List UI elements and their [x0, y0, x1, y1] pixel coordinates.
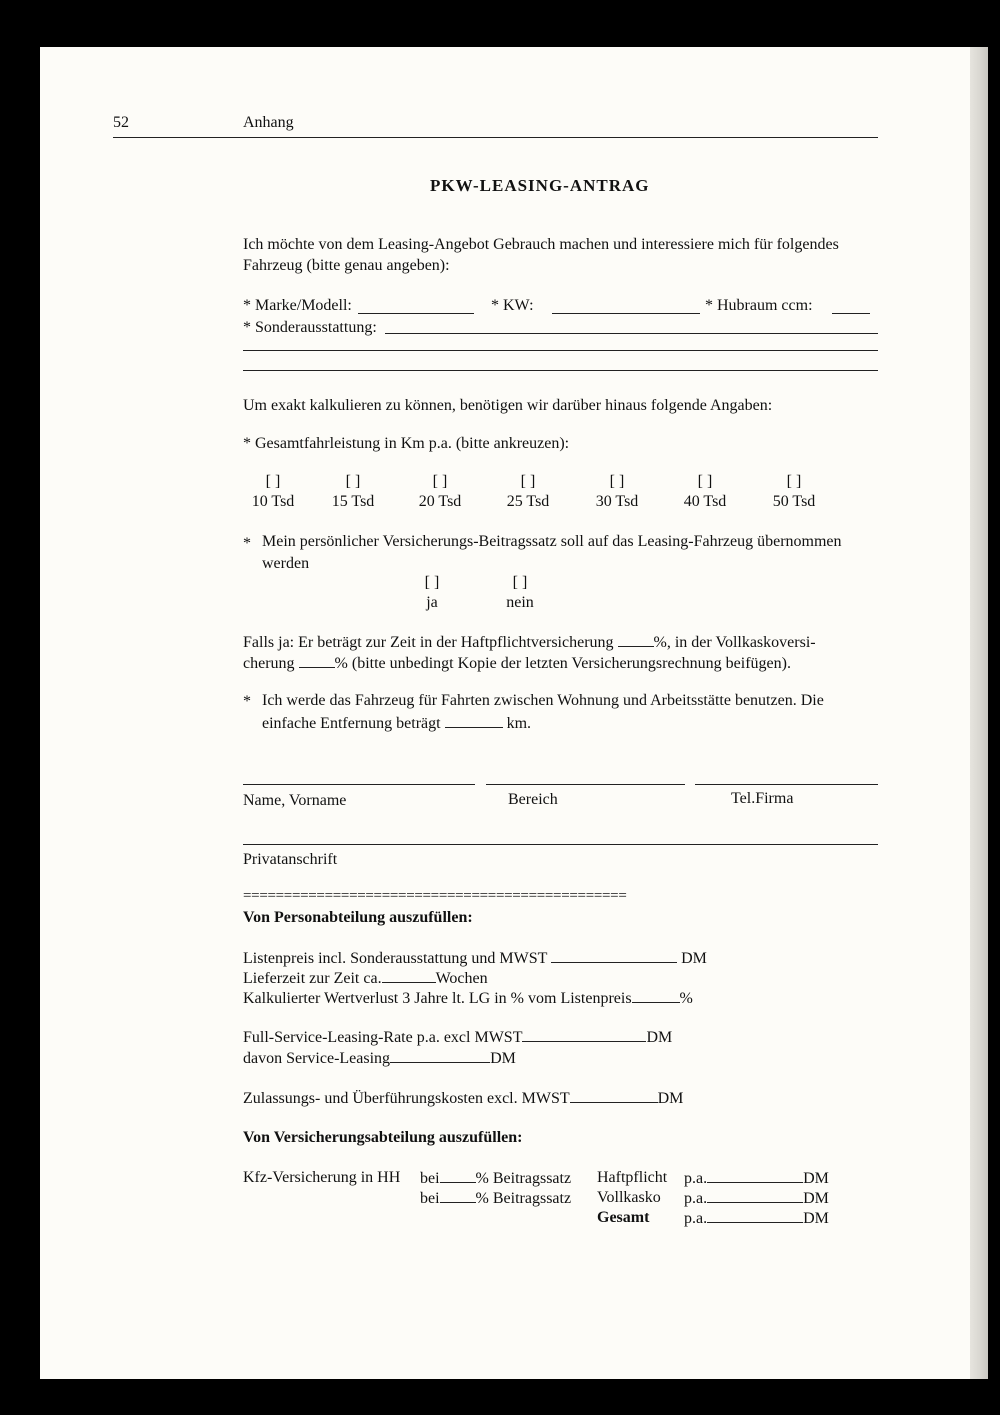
- versicherung-heading: Von Versicherungsabteilung auszufüllen:: [243, 1129, 523, 1146]
- hubraum-label: * Hubraum ccm:: [705, 297, 813, 314]
- beitrag-label: % Beitragssatz: [475, 1170, 572, 1187]
- sonder-field-2[interactable]: [243, 350, 878, 351]
- bei-label: bei: [420, 1170, 440, 1187]
- insurance-star: *: [243, 535, 251, 552]
- rate-field[interactable]: [522, 1027, 646, 1042]
- lieferzeit-label: Lieferzeit zur Zeit ca.: [243, 970, 382, 987]
- sonder-field-3[interactable]: [243, 370, 878, 371]
- option-label: 20 Tsd: [418, 493, 462, 510]
- section-separator: ===============================================: [243, 888, 627, 904]
- yes-label: ja: [426, 594, 438, 611]
- checkbox[interactable]: [ ]: [265, 473, 281, 490]
- commute-text-1: einfache Entfernung beträgt: [262, 715, 441, 732]
- option-label: 50 Tsd: [772, 493, 816, 510]
- bei-label: bei: [420, 1190, 440, 1207]
- haftpflicht-percent-field[interactable]: [618, 632, 654, 647]
- dm-unit: DM: [490, 1050, 516, 1067]
- falls-ja-text-4: % (bitte unbedingt Kopie der letzten Versicherungsrechnung beifügen).: [334, 655, 791, 672]
- service-line: [243, 1048, 516, 1069]
- checkbox[interactable]: [ ]: [520, 473, 536, 490]
- checkbox[interactable]: [ ]: [697, 473, 713, 490]
- tel-label: Tel.Firma: [731, 790, 794, 807]
- falls-ja-text-3: cherung: [243, 655, 295, 672]
- dm-unit: DM: [803, 1170, 829, 1187]
- option-label: 40 Tsd: [683, 493, 727, 510]
- distance-field[interactable]: [445, 713, 503, 728]
- option-label: 10 Tsd: [251, 493, 295, 510]
- voll-beitrag-line: [420, 1188, 571, 1209]
- bereich-field[interactable]: [486, 784, 685, 785]
- checkbox[interactable]: [ ]: [609, 473, 625, 490]
- service-label: davon Service-Leasing: [243, 1050, 391, 1067]
- mileage-option-15[interactable]: [323, 472, 383, 512]
- lieferzeit-field[interactable]: [382, 968, 436, 983]
- haft-beitrag-field[interactable]: [440, 1168, 476, 1183]
- commute-line-1: Ich werde das Fahrzeug für Fahrten zwischen Wohnung und Arbeitsstätte benutzen. Die: [262, 692, 824, 709]
- page-number: 52: [113, 114, 129, 131]
- voll-amount-field[interactable]: [707, 1188, 803, 1203]
- lieferzeit-line: [243, 968, 488, 989]
- pa-label: p.a.: [684, 1190, 708, 1207]
- rate-label: Full-Service-Leasing-Rate p.a. excl MWST: [243, 1029, 523, 1046]
- name-field[interactable]: [243, 784, 475, 785]
- commute-star: *: [243, 693, 251, 710]
- vollkasko-percent-field[interactable]: [299, 653, 335, 668]
- name-label: Name, Vorname: [243, 792, 347, 809]
- option-label: 30 Tsd: [595, 493, 639, 510]
- beitrag-label: % Beitragssatz: [475, 1190, 572, 1207]
- marke-label: * Marke/Modell:: [243, 297, 352, 314]
- haft-amount-line: [684, 1168, 829, 1189]
- wertverlust-field[interactable]: [632, 988, 680, 1003]
- listenpreis-field[interactable]: [551, 948, 677, 963]
- kfz-label: Kfz-Versicherung in HH: [243, 1169, 401, 1186]
- dm-unit: DM: [803, 1190, 829, 1207]
- header-rule: [113, 137, 878, 138]
- intro-line-2: Fahrzeug (bitte genau angeben):: [243, 257, 450, 274]
- dm-unit: DM: [657, 1090, 684, 1107]
- falls-ja-text-2: %, in der Vollkaskoversi-: [653, 634, 816, 651]
- zulassung-field[interactable]: [570, 1088, 658, 1103]
- page-edge: [970, 47, 988, 1379]
- address-field[interactable]: [243, 844, 878, 845]
- wertverlust-unit: %: [679, 990, 693, 1007]
- haft-beitrag-line: [420, 1168, 571, 1189]
- bereich-label: Bereich: [508, 791, 558, 808]
- lieferzeit-unit: Wochen: [435, 970, 488, 987]
- personal-heading: Von Personabteilung auszufüllen:: [243, 909, 473, 926]
- checkbox[interactable]: [ ]: [432, 473, 448, 490]
- pa-label: p.a.: [684, 1170, 708, 1187]
- option-label: 15 Tsd: [331, 493, 375, 510]
- dm-unit: DM: [681, 950, 707, 967]
- checkbox[interactable]: [ ]: [512, 574, 528, 591]
- checkbox[interactable]: [ ]: [786, 473, 802, 490]
- gesamt-amount-field[interactable]: [707, 1208, 803, 1223]
- dm-unit: DM: [646, 1029, 673, 1046]
- mileage-option-10[interactable]: [243, 472, 303, 512]
- insurance-yes[interactable]: [402, 573, 462, 613]
- form-title: PKW-LEASING-ANTRAG: [430, 176, 650, 195]
- no-label: nein: [506, 594, 534, 611]
- vollkasko-label: Vollkasko: [597, 1189, 661, 1206]
- insurance-line-1: Mein persönlicher Versicherungs-Beitragssatz soll auf das Leasing-Fahrzeug übernommen: [262, 533, 842, 550]
- calc-note: Um exakt kalkulieren zu können, benötigen wir darüber hinaus folgende Angaben:: [243, 397, 773, 414]
- zulassung-label: Zulassungs- und Überführungskosten excl. MWST: [243, 1090, 570, 1107]
- pa-label: p.a.: [684, 1210, 708, 1227]
- address-label: Privatanschrift: [243, 851, 338, 868]
- mileage-option-25[interactable]: [498, 472, 558, 512]
- insurance-no[interactable]: [490, 573, 550, 613]
- kw-label: * KW:: [491, 297, 534, 314]
- wertverlust-line: [243, 988, 693, 1009]
- mileage-option-40[interactable]: [675, 472, 735, 512]
- dm-unit: DM: [803, 1210, 829, 1227]
- checkbox[interactable]: [ ]: [345, 473, 361, 490]
- checkbox[interactable]: [ ]: [424, 574, 440, 591]
- insurance-line-2: werden: [262, 555, 310, 572]
- marke-field[interactable]: [358, 313, 474, 314]
- kw-field[interactable]: [552, 313, 700, 314]
- section-title: Anhang: [243, 114, 294, 131]
- falls-ja-line-2: [243, 653, 791, 674]
- commute-text-2: km.: [506, 715, 532, 732]
- mileage-label: * Gesamtfahrleistung in Km p.a. (bitte ankreuzen):: [243, 435, 570, 452]
- intro-line-1: Ich möchte von dem Leasing-Angebot Gebrauch machen und interessiere mich für folgendes: [243, 236, 839, 253]
- voll-beitrag-field[interactable]: [440, 1188, 476, 1203]
- sonder-field[interactable]: [385, 333, 878, 334]
- service-field[interactable]: [390, 1048, 490, 1063]
- voll-amount-line: [684, 1188, 829, 1209]
- gesamt-amount-line: [684, 1208, 829, 1229]
- falls-ja-line-1: [243, 632, 816, 653]
- mileage-option-30[interactable]: [587, 472, 647, 512]
- haft-amount-field[interactable]: [707, 1168, 803, 1183]
- rate-line: [243, 1027, 672, 1048]
- haftpflicht-label: Haftpflicht: [597, 1169, 668, 1186]
- commute-line-2: [262, 713, 531, 734]
- option-label: 25 Tsd: [506, 493, 550, 510]
- listenpreis-label: Listenpreis incl. Sonderausstattung und MWST: [243, 950, 548, 967]
- zulassung-line: [243, 1088, 683, 1109]
- falls-ja-text-1: Falls ja: Er beträgt zur Zeit in der Haftpflichtversicherung: [243, 634, 614, 651]
- mileage-option-20[interactable]: [410, 472, 470, 512]
- sonder-label: * Sonderausstattung:: [243, 319, 377, 336]
- hubraum-field[interactable]: [832, 313, 870, 314]
- gesamt-label: Gesamt: [597, 1209, 650, 1226]
- wertverlust-label: Kalkulierter Wertverlust 3 Jahre lt. LG in % vom Listenpreis: [243, 990, 632, 1007]
- mileage-option-50[interactable]: [764, 472, 824, 512]
- tel-field[interactable]: [695, 784, 878, 785]
- listenpreis-line: [243, 948, 707, 969]
